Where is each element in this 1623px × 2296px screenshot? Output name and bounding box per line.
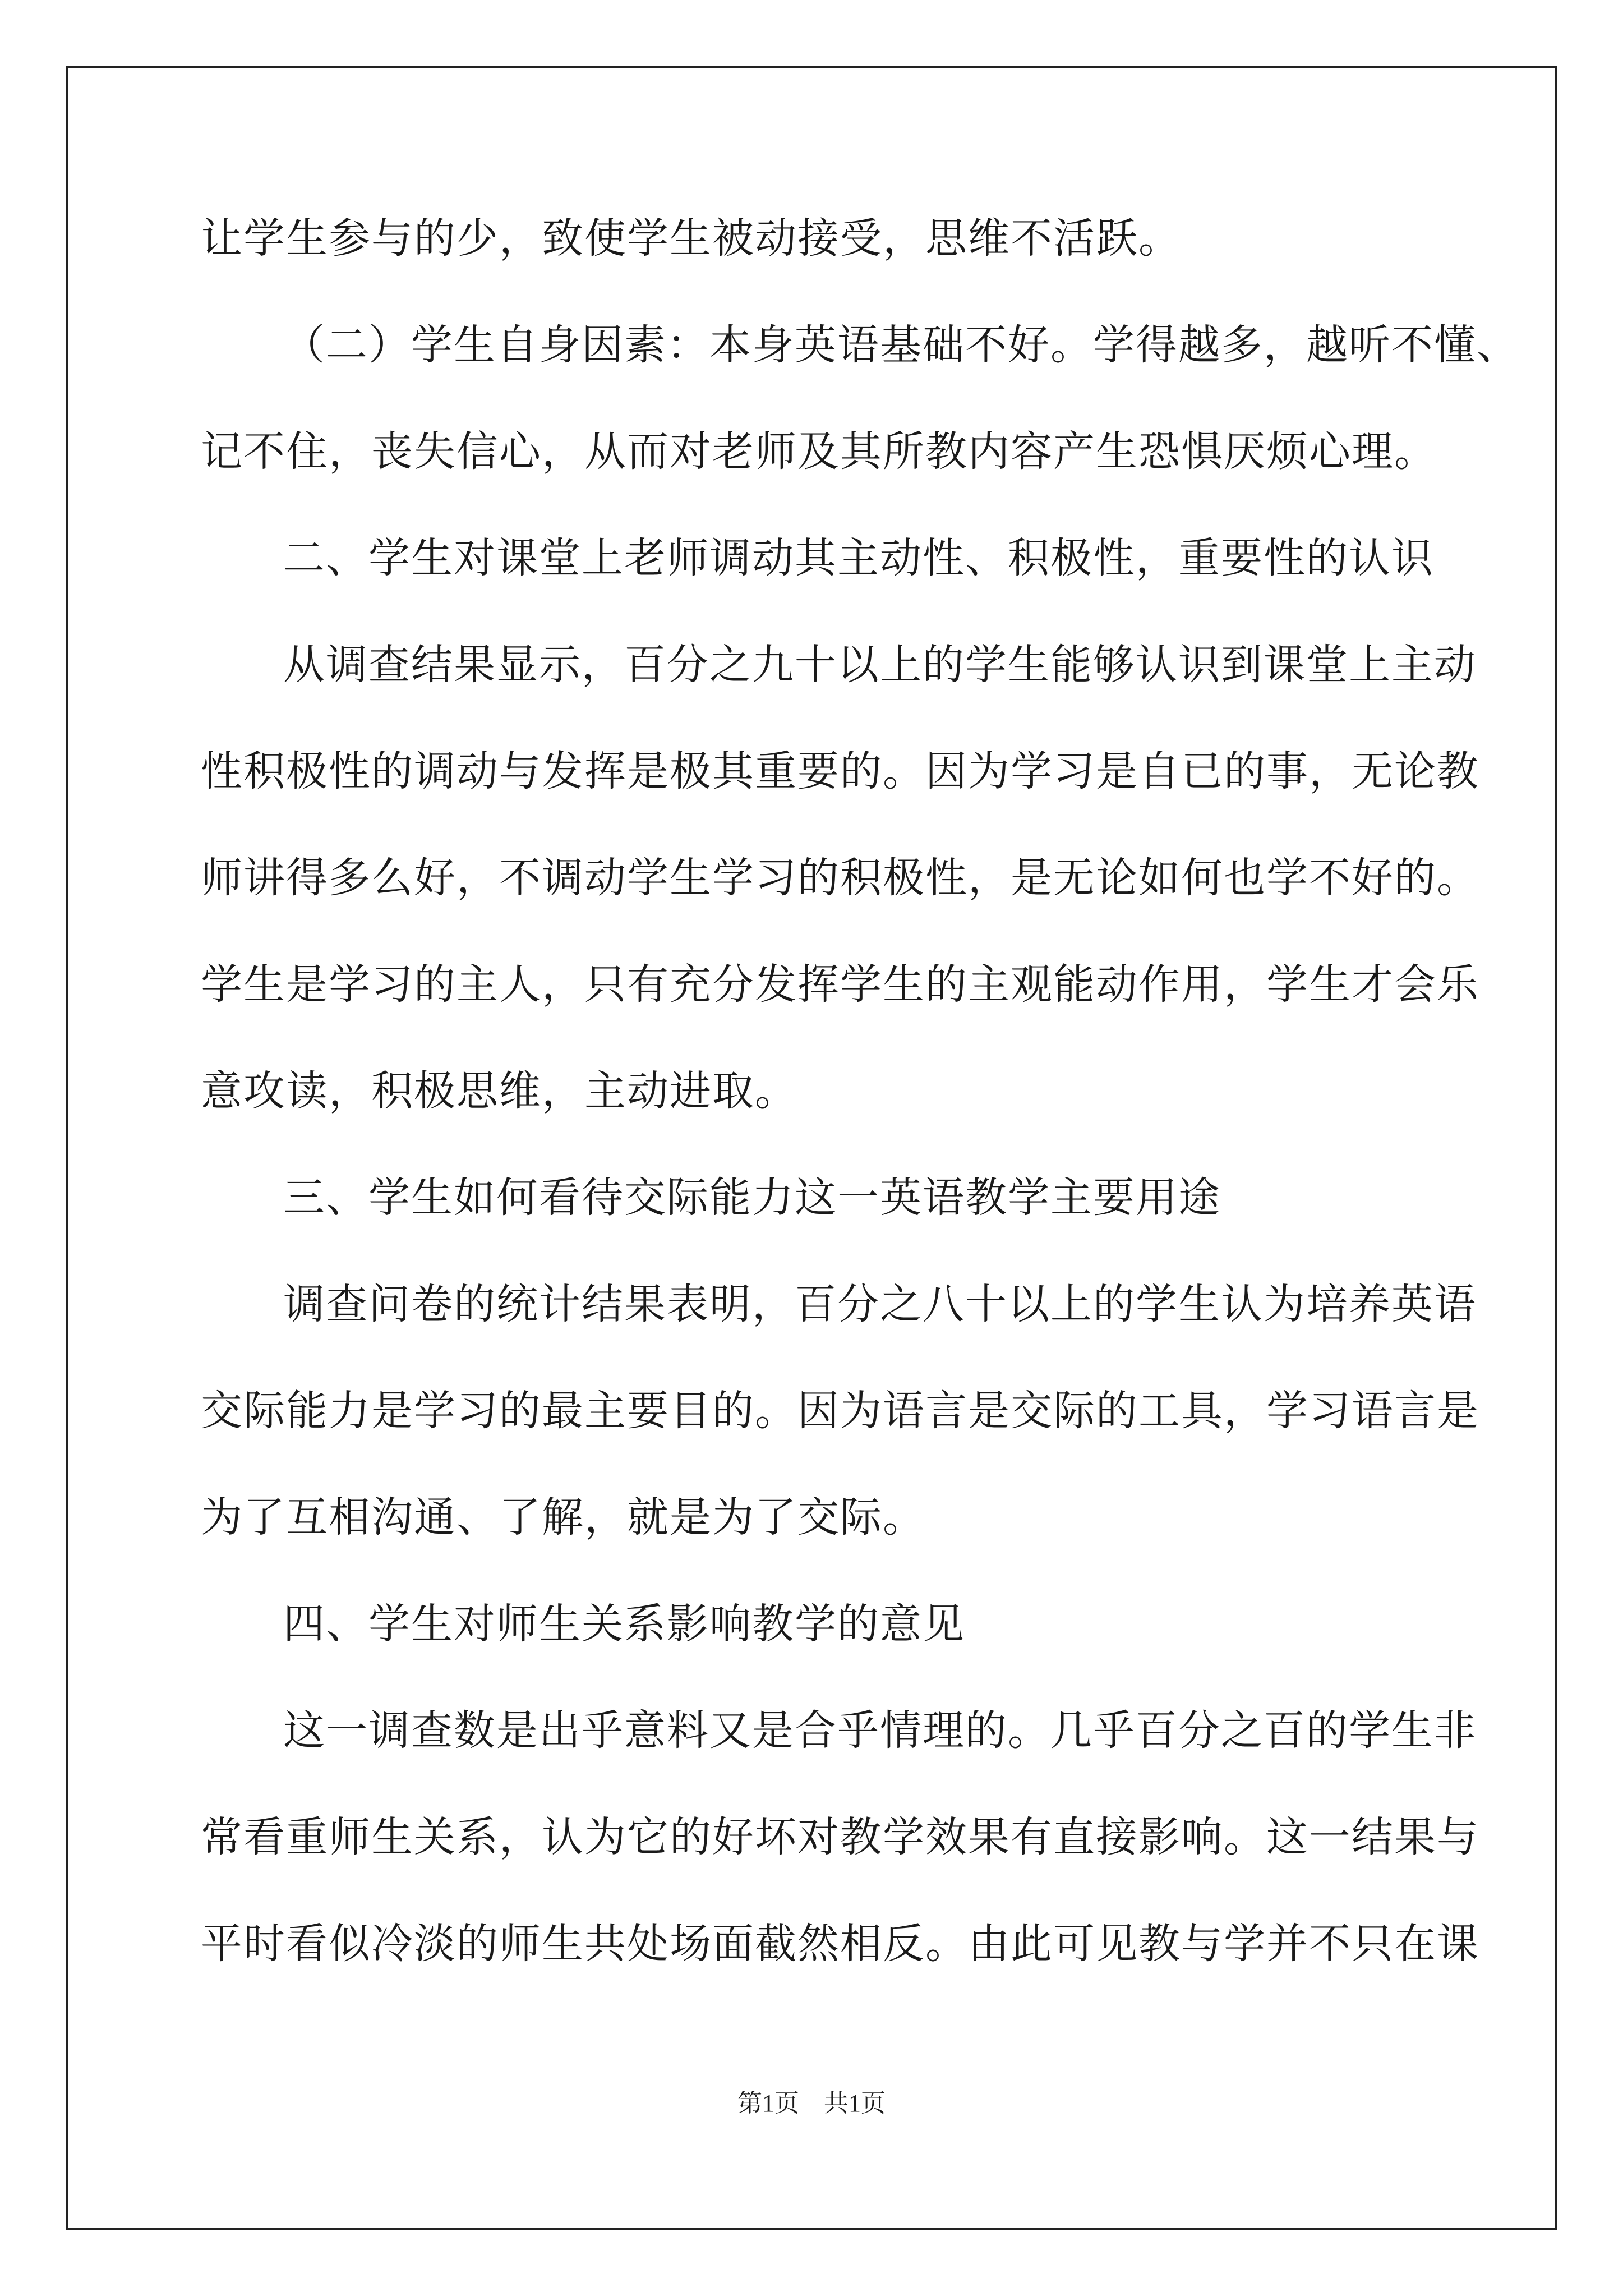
text-line: 为了互相沟通、了解，就是为了交际。 bbox=[201, 1493, 925, 1542]
text-line: 意攻读，积极思维，主动进取。 bbox=[201, 1067, 797, 1115]
text-line: 让学生参与的少，致使学生被动接受，思维不活跃。 bbox=[201, 214, 1181, 263]
text-line: 平时看似冷淡的师生共处场面截然相反。由此可见教与学并不只在课 bbox=[201, 1920, 1479, 1968]
page-number-footer: 第1页 共1页 bbox=[737, 2090, 886, 2117]
section-heading: 三、学生如何看待交际能力这一英语教学主要用途 bbox=[283, 1174, 1221, 1222]
text-line: 常看重师生关系，认为它的好坏对教学效果有直接影响。这一结果与 bbox=[201, 1813, 1479, 1861]
page-border bbox=[66, 66, 1557, 2230]
text-line: 这一调查数是出乎意料又是合乎情理的。几乎百分之百的学生非 bbox=[283, 1706, 1477, 1755]
text-line: 学生是学习的主人，只有充分发挥学生的主观能动作用，学生才会乐 bbox=[201, 960, 1479, 1009]
text-line: 师讲得多么好，不调动学生学习的积极性，是无论如何也学不好的。 bbox=[201, 854, 1479, 902]
section-heading: 二、学生对课堂上老师调动其主动性、积极性，重要性的认识 bbox=[283, 534, 1434, 582]
text-line: 调查问卷的统计结果表明，百分之八十以上的学生认为培养英语 bbox=[283, 1280, 1477, 1328]
text-line: 性积极性的调动与发挥是极其重要的。因为学习是自已的事，无论教 bbox=[201, 747, 1479, 795]
text-line: 从调查结果显示，百分之九十以上的学生能够认识到课堂上主动 bbox=[283, 641, 1477, 689]
text-line: 记不住，丧失信心，从而对老师及其所教内容产生恐惧厌烦心理。 bbox=[201, 427, 1437, 476]
section-heading: 四、学生对师生关系影响教学的意见 bbox=[283, 1600, 965, 1648]
text-line: 交际能力是学习的最主要目的。因为语言是交际的工具，学习语言是 bbox=[201, 1387, 1479, 1435]
section-heading: （二）学生自身因素：本身英语基础不好。学得越多，越听不懂、 bbox=[283, 321, 1519, 369]
